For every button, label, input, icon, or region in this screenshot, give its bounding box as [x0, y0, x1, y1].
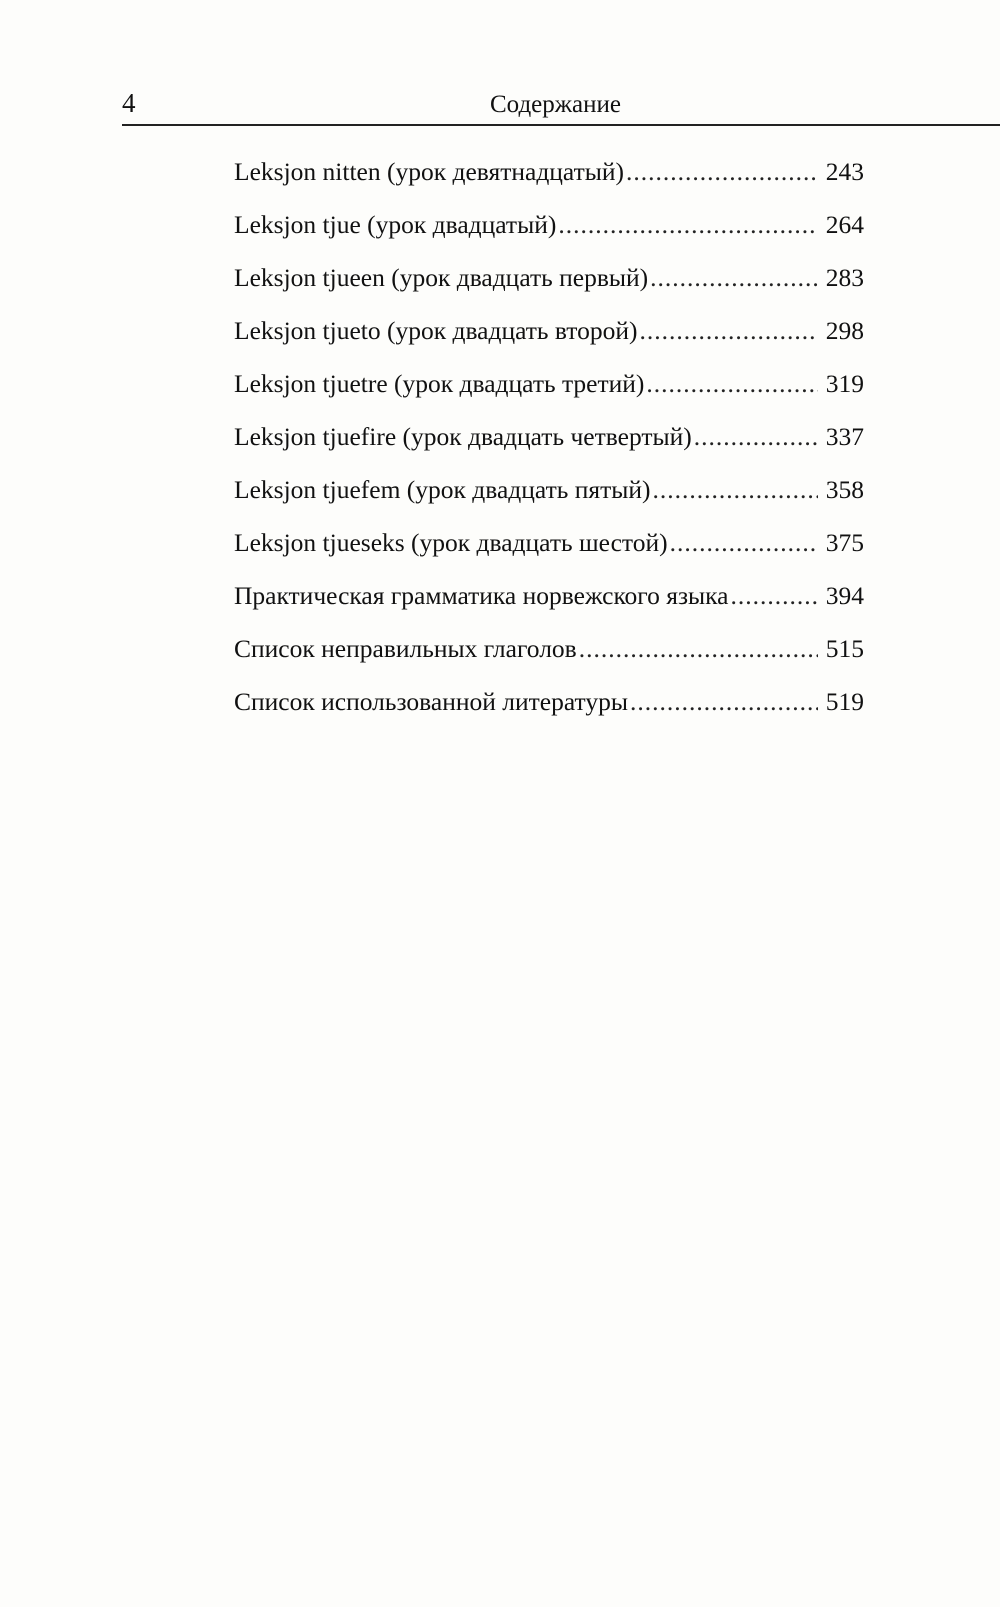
toc-entry-title: Leksjon tjueto (урок двадцать второй): [234, 316, 638, 345]
toc-entry-lesson-25: [234, 473, 864, 526]
toc-entry-title: Leksjon tjueen (урок двадцать первый): [234, 263, 649, 292]
toc-entry-lesson-20: [234, 208, 864, 261]
toc-entry-lesson-19: [234, 155, 864, 208]
dot-leader: [630, 685, 818, 719]
toc-entry-title: Leksjon tjue (урок двадцатый): [234, 210, 557, 239]
running-title: Содержание: [490, 91, 621, 118]
toc-entry-title: Leksjon nitten (урок девятнадцатый): [234, 157, 625, 186]
toc-entry-bibliography: [234, 685, 864, 738]
toc-entry-lesson-26: [234, 526, 864, 579]
dot-leader: [731, 579, 819, 613]
toc-entry-irregular-verbs: [234, 632, 864, 685]
toc-entry-title: Список неправильных глаголов: [234, 634, 577, 663]
page-number: 4: [122, 88, 136, 118]
toc-entry-lesson-24: [234, 420, 864, 473]
toc-entry-title: Leksjon tjuefire (урок двадцать четвертый): [234, 422, 692, 451]
toc-entry-page: 337: [825, 422, 864, 451]
toc-entry-page: 515: [825, 634, 864, 663]
dot-leader: [670, 526, 818, 560]
toc-entry-page: 298: [825, 316, 864, 345]
toc-entry-page: 394: [825, 581, 864, 610]
toc-entry-lesson-22: [234, 314, 864, 367]
toc-entry-lesson-23: [234, 367, 864, 420]
table-of-contents: [234, 155, 864, 738]
toc-entry-page: 519: [825, 687, 864, 716]
toc-entry-page: 358: [825, 475, 864, 504]
toc-entry-title: Leksjon tjueseks (урок двадцать шестой): [234, 528, 668, 557]
dot-leader: [646, 367, 818, 401]
toc-entry-page: 264: [825, 210, 864, 239]
toc-entry-page: 319: [825, 369, 864, 398]
toc-entry-title: Список использованной литературы: [234, 687, 628, 716]
toc-entry-title: Leksjon tjuefem (урок двадцать пятый): [234, 475, 651, 504]
dot-leader: [558, 208, 818, 242]
dot-leader: [694, 420, 818, 454]
dot-leader: [653, 473, 818, 507]
dot-leader: [579, 632, 818, 666]
dot-leader: [640, 314, 818, 348]
toc-entry-title: Leksjon tjuetre (урок двадцать третий): [234, 369, 645, 398]
toc-entry-page: 243: [825, 157, 864, 186]
dot-leader: [626, 155, 818, 189]
toc-entry-lesson-21: [234, 261, 864, 314]
toc-entry-title: Практическая грамматика норвежского языка: [234, 581, 729, 610]
toc-entry-page: 283: [825, 263, 864, 292]
dot-leader: [650, 261, 818, 295]
toc-entry-page: 375: [825, 528, 864, 557]
header-rule: [122, 124, 1000, 126]
page-header: [122, 86, 1000, 126]
toc-entry-grammar: [234, 579, 864, 632]
